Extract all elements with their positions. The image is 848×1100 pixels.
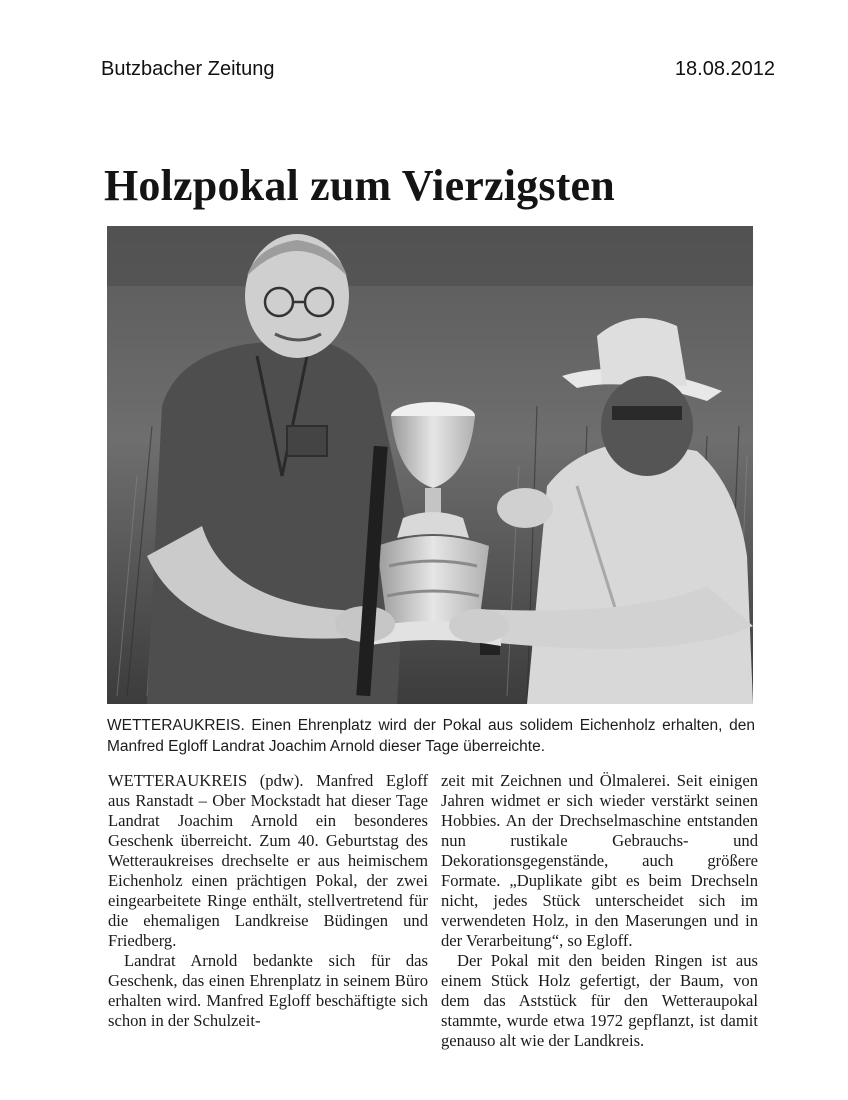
article-photo [107,226,753,704]
photo-two-men-with-wooden-trophy [107,226,753,704]
body-paragraph: zeit mit Zeichnen und Ölmalerei. Seit einigen Jahren widmet er sich wieder verstärkt seinen Hobbies. An der Drechselmaschine entstanden nun rustikale Gebrauchs- und Dekorationsgegenstände, auch größere Formate. „Duplikate gibt es beim Drechseln nicht, jedes Stück unterscheidet sich im verwendeten Holz, in den Maserungen und in der Verarbeitung“, so Egloff. [441,771,758,950]
body-paragraph: Der Pokal mit den beiden Ringen ist aus einem Stück Holz gefertigt, der Baum, von dem das Aststück für den Wetteraupokal stammte, wurde etwa 1972 gepflanzt, ist damit genauso alt wie der Landkreis. [441,951,758,1050]
article-headline: Holzpokal zum Vierzigsten [104,161,615,210]
body-paragraph: Landrat Arnold bedankte sich für das Geschenk, das einen Ehrenplatz in seinem Büro erhalten wird. Manfred Egloff beschäftigte sich schon in der Schulzeit- [108,951,428,1030]
body-paragraph: WETTERAUKREIS (pdw). Manfred Egloff aus Ranstadt – Ober Mockstadt hat dieser Tage Landrat Joachim Arnold ein besonderes Geschenk überreicht. Zum 40. Geburtstag des Wetteraukreises drechselte er aus heimischem Eichenholz einen prächtigen Pokal, der zwei eingearbeitete Ringe enthält, stellvertretend für die ehemaligen Landkreise Büdingen und Friedberg. [108,771,428,950]
clipping-header [101,58,775,88]
publication-date: 18.08.2012 [674,58,775,80]
newspaper-name: Butzbacher Zeitung [101,58,275,80]
article-column-right [441,771,758,1051]
article-column-left [108,771,428,1031]
photo-caption: WETTERAUKREIS. Einen Ehrenplatz wird der Pokal aus solidem Eichenholz erhalten, den Manfred Egloff Landrat Joachim Arnold dieser Tage überreichte. [107,717,755,755]
